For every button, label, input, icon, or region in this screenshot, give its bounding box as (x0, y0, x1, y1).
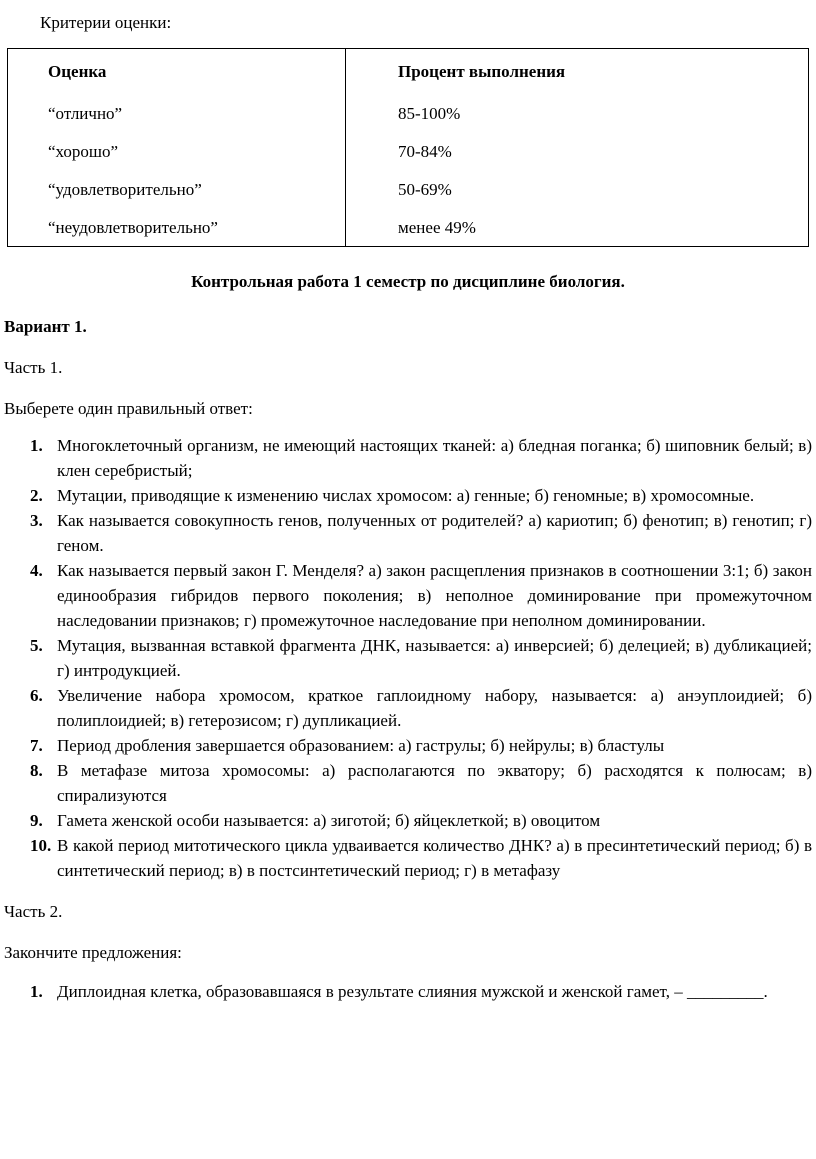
criteria-table (7, 48, 809, 247)
question-number: 4. (30, 561, 43, 580)
part2-section (4, 899, 812, 1004)
part1-instruction: Выберете один правильный ответ: (4, 399, 253, 418)
question-number: 2. (30, 486, 43, 505)
question-text: В какой период митотического цикла удваивается количество ДНК? а) в пресинтетический период; б) в синтетический период; в) в постсинтетический период; г) в метафазу (57, 836, 812, 880)
question-text: Многоклеточный организм, не имеющий настоящих тканей: а) бледная поганка; б) шиповник белый; в) клен серебристый; (57, 436, 812, 480)
question-item (4, 633, 812, 683)
document-title: Контрольная работа 1 семестр по дисциплине биология. (191, 272, 625, 291)
question-item (4, 483, 812, 508)
percent-cell: 85-100% (398, 104, 461, 123)
question-number: 8. (30, 761, 43, 780)
completion-text: Диплоидная клетка, образовавшаяся в результате слияния мужской и женской гамет, – _________. (57, 982, 768, 1001)
criteria-header-percent: Процент выполнения (398, 62, 566, 82)
completion-number: 1. (30, 982, 43, 1001)
question-number: 1. (30, 436, 43, 455)
question-item (4, 758, 812, 808)
question-text: Мутация, вызванная вставкой фрагмента ДНК, называется: а) инверсией; б) делецией; в) дубликацией; г) интродукцией. (57, 636, 812, 680)
questions-list (4, 433, 812, 883)
criteria-header-row (8, 49, 809, 95)
question-text: Гамета женской особи называется: а) зиготой; б) яйцеклеткой; в) овоцитом (57, 811, 601, 830)
percent-cell: менее 49% (398, 217, 476, 237)
part1-heading: Часть 1. (4, 358, 63, 377)
question-text: Увеличение набора хромосом, краткое гаплоидному набору, называется: а) анэуплоидией; б) полиплоидией; в) гетерозисом; г) дупликацией. (57, 686, 812, 730)
grade-cell: “неудовлетворительно” (8, 209, 346, 247)
percent-cell: 70-84% (398, 142, 452, 161)
completion-item (4, 979, 812, 1004)
question-item (4, 433, 812, 483)
question-number: 6. (30, 686, 43, 705)
question-number: 7. (30, 736, 43, 755)
question-text: Как называется первый закон Г. Менделя? а) закон расщепления признаков в соотношении 3:1; б) закон единообразия гибридов первого поколения; в) неполное доминирование при промежуточном наследовании признаков; г) промежуточное наследование при неполном доминировании. (57, 561, 812, 630)
table-row (8, 95, 809, 133)
question-item (4, 558, 812, 633)
completion-list (4, 979, 812, 1004)
variant-heading: Вариант 1. (4, 317, 87, 336)
question-item (4, 508, 812, 558)
question-item (4, 833, 812, 883)
table-row (8, 209, 809, 247)
criteria-header-grade: Оценка (8, 49, 346, 95)
percent-cell: 50-69% (398, 180, 452, 199)
question-item (4, 808, 812, 833)
question-text: Как называется совокупность генов, полученных от родителей? а) кариотип; б) фенотип; в) генотип; г) геном. (57, 511, 812, 555)
question-text: Мутации, приводящие к изменению числах хромосом: а) генные; б) геномные; в) хромосомные. (57, 486, 755, 505)
criteria-label: Критерии оценки: (40, 13, 172, 32)
question-item (4, 733, 812, 758)
question-number: 9. (30, 811, 43, 830)
question-text: Период дробления завершается образованием: а) гаструлы; б) нейрулы; в) бластулы (57, 736, 665, 755)
grade-cell: “отлично” (8, 95, 346, 133)
question-number: 5. (30, 636, 43, 655)
question-number: 10. (30, 836, 52, 855)
grade-cell: “удовлетворительно” (8, 171, 346, 209)
part2-heading: Часть 2. (4, 902, 63, 921)
table-row (8, 133, 809, 171)
grade-cell: “хорошо” (8, 133, 346, 171)
question-text: В метафазе митоза хромосомы: а) располагаются по экватору; б) расходятся к полюсам; в) спирализуются (57, 761, 812, 805)
part2-instruction: Закончите предложения: (4, 943, 182, 962)
question-item (4, 683, 812, 733)
table-row (8, 171, 809, 209)
question-number: 3. (30, 511, 43, 530)
